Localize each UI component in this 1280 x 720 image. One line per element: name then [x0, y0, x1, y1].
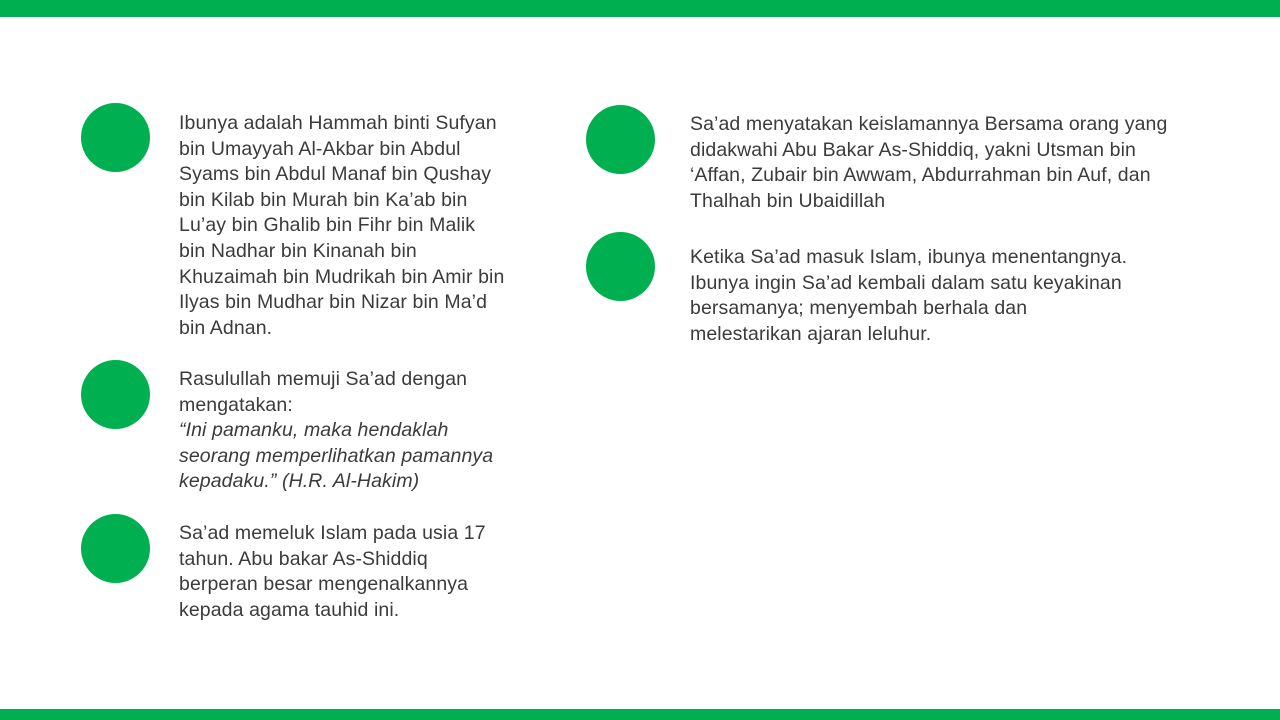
item-text-lineage: Ibunya adalah Hammah binti Sufyan bin Umayyah Al-Akbar bin Abdul Syams bin Abdul Manaf bin Qushay bin Kilab bin Murah bin Ka’ab bin Lu’ay bin Ghalib bin Fihr bin Malik bin Nadhar bin Kinanah bin Khuzaimah bin Mudrikah bin Amir bin Ilyas bin Mudhar bin Nizar bin Ma’d bin Adnan.: [179, 112, 505, 339]
top-accent-bar: [0, 0, 1280, 17]
item-text-mother: Ketika Sa’ad masuk Islam, ibunya menentangnya. Ibunya ingin Sa’ad kembali dalam satu keyakinan bersamanya; menyembah berhala dan melestarikan ajaran leluhur.: [690, 246, 1128, 345]
bullet-circle-2: [81, 360, 150, 429]
item-text-conversion: Sa’ad memeluk Islam pada usia 17 tahun. Abu bakar As-Shiddiq berperan besar mengenalkannya kepada agama tauhid ini.: [179, 522, 486, 621]
bullet-circle-5: [586, 232, 655, 301]
bullet-circle-1: [81, 103, 150, 172]
bullet-circle-3: [81, 514, 150, 583]
item-text-praise: Rasulullah memuji Sa’ad dengan mengatakan:: [179, 368, 468, 416]
item-block-praise: [179, 367, 549, 495]
bullet-circle-4: [586, 105, 655, 174]
item-quote-hadith: “Ini pamanku, maka hendaklah seorang memperlihatkan pamannya kepadaku.” (H.R. Al-Hakim): [179, 419, 494, 493]
item-text-companions: Sa’ad menyatakan keislamannya Bersama orang yang didakwahi Abu Bakar As-Shiddiq, yakni Utsman bin ‘Affan, Zubair bin Awwam, Abdurrahman bin Auf, dan Thalhah bin Ubaidillah: [690, 113, 1168, 212]
bottom-accent-bar: [0, 709, 1280, 720]
